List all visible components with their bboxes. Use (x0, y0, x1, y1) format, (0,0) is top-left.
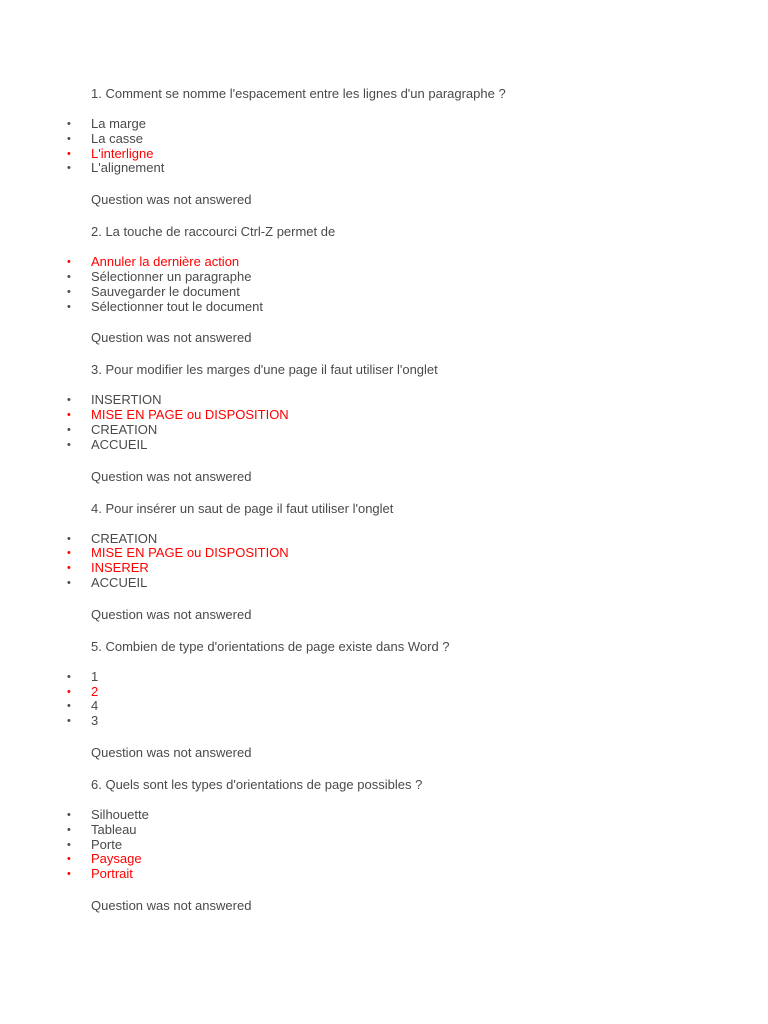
answer-option (0, 300, 768, 315)
answer-option-label: INSERTION (91, 392, 162, 408)
bullet-icon: • (67, 823, 71, 836)
answer-option (0, 823, 768, 838)
bullet-icon: • (67, 685, 71, 698)
answer-option-label: ACCUEIL (91, 574, 148, 590)
answer-option-label: Porte (91, 836, 123, 852)
answer-option (0, 270, 768, 285)
answer-option-label: Annuler la dernière action (91, 254, 240, 270)
answer-options-list (0, 532, 768, 591)
answer-status: Question was not answered (91, 744, 252, 760)
answer-option (0, 838, 768, 853)
bullet-icon: • (67, 423, 71, 436)
correct-answer-option (0, 255, 768, 270)
answer-option-label: ACCUEIL (91, 436, 148, 452)
bullet-icon: • (67, 700, 71, 713)
bullet-icon: • (67, 576, 71, 589)
question-text: 6. Quels sont les types d'orientations de page possibles ? (91, 776, 423, 792)
answer-status: Question was not answered (91, 330, 252, 346)
bullet-icon: • (67, 162, 71, 175)
answer-status: Question was not answered (91, 606, 252, 622)
answer-option-label: MISE EN PAGE ou DISPOSITION (91, 545, 289, 561)
answer-options-list (0, 670, 768, 729)
answer-option-label: Tableau (91, 821, 137, 837)
question-block (0, 224, 768, 346)
answer-option-label: INSERER (91, 560, 149, 576)
bullet-icon: • (67, 808, 71, 821)
bullet-icon: • (67, 118, 71, 130)
answer-option (0, 532, 768, 547)
bullet-icon: • (67, 547, 71, 560)
answer-status: Question was not answered (91, 192, 252, 208)
answer-option (0, 808, 768, 823)
bullet-icon: • (67, 838, 71, 851)
bullet-icon: • (67, 409, 71, 422)
answer-option-label: L'alignement (91, 160, 165, 176)
answer-option-label: La marge (91, 116, 146, 131)
answer-option-label: 2 (91, 683, 99, 699)
answer-option-label: MISE EN PAGE ou DISPOSITION (91, 407, 289, 423)
correct-answer-option (0, 852, 768, 867)
answer-option (0, 699, 768, 714)
answer-option (0, 423, 768, 438)
correct-answer-option (0, 408, 768, 423)
bullet-icon: • (67, 670, 71, 683)
answer-option-label: Paysage (91, 851, 142, 867)
bullet-icon: • (67, 438, 71, 451)
answer-option-label: Sélectionner tout le document (91, 298, 263, 314)
answer-options-list (0, 117, 768, 176)
answer-option-label: Portrait (91, 866, 133, 882)
question-text: 2. La touche de raccourci Ctrl-Z permet de (91, 224, 336, 240)
question-block (0, 501, 768, 623)
answer-option (0, 161, 768, 176)
answer-option-label: 4 (91, 698, 99, 714)
answer-option-label: 1 (91, 668, 99, 684)
bullet-icon: • (67, 715, 71, 728)
bullet-icon: • (67, 868, 71, 881)
answer-option (0, 438, 768, 453)
answer-status: Question was not answered (91, 468, 252, 484)
answer-option (0, 117, 768, 132)
answer-option (0, 670, 768, 685)
bullet-icon: • (67, 256, 71, 269)
question-block (0, 777, 768, 914)
answer-option-label: 3 (91, 713, 99, 729)
answer-option-label: Sauvegarder le document (91, 283, 240, 299)
correct-answer-option (0, 546, 768, 561)
answer-option-label: CREATION (91, 421, 158, 437)
quiz-document (0, 86, 768, 914)
question-text: 1. Comment se nomme l'espacement entre les lignes d'un paragraphe ? (91, 86, 506, 101)
bullet-icon: • (67, 394, 71, 407)
bullet-icon: • (67, 853, 71, 866)
correct-answer-option (0, 685, 768, 700)
correct-answer-option (0, 561, 768, 576)
question-text: 4. Pour insérer un saut de page il faut utiliser l'onglet (91, 500, 394, 516)
answer-option (0, 714, 768, 729)
answer-option-label: La casse (91, 130, 144, 146)
answer-status: Question was not answered (91, 897, 252, 913)
question-block (0, 362, 768, 484)
answer-options-list (0, 255, 768, 314)
bullet-icon: • (67, 270, 71, 283)
question-block (0, 86, 768, 208)
bullet-icon: • (67, 300, 71, 313)
answer-option-label: Sélectionner un paragraphe (91, 268, 252, 284)
correct-answer-option (0, 147, 768, 162)
correct-answer-option (0, 867, 768, 882)
bullet-icon: • (67, 562, 71, 575)
answer-option (0, 393, 768, 408)
question-block (0, 639, 768, 761)
answer-option-label: CREATION (91, 530, 158, 546)
answer-option (0, 576, 768, 591)
answer-options-list (0, 393, 768, 452)
bullet-icon: • (67, 147, 71, 160)
bullet-icon: • (67, 285, 71, 298)
bullet-icon: • (67, 532, 71, 545)
answer-option (0, 285, 768, 300)
question-text: 3. Pour modifier les marges d'une page il faut utiliser l'onglet (91, 362, 438, 378)
bullet-icon: • (67, 132, 71, 145)
answer-option-label: Silhouette (91, 806, 149, 822)
answer-options-list (0, 808, 768, 882)
answer-option (0, 132, 768, 147)
answer-option-label: L'interligne (91, 145, 154, 161)
question-text: 5. Combien de type d'orientations de page existe dans Word ? (91, 638, 450, 654)
